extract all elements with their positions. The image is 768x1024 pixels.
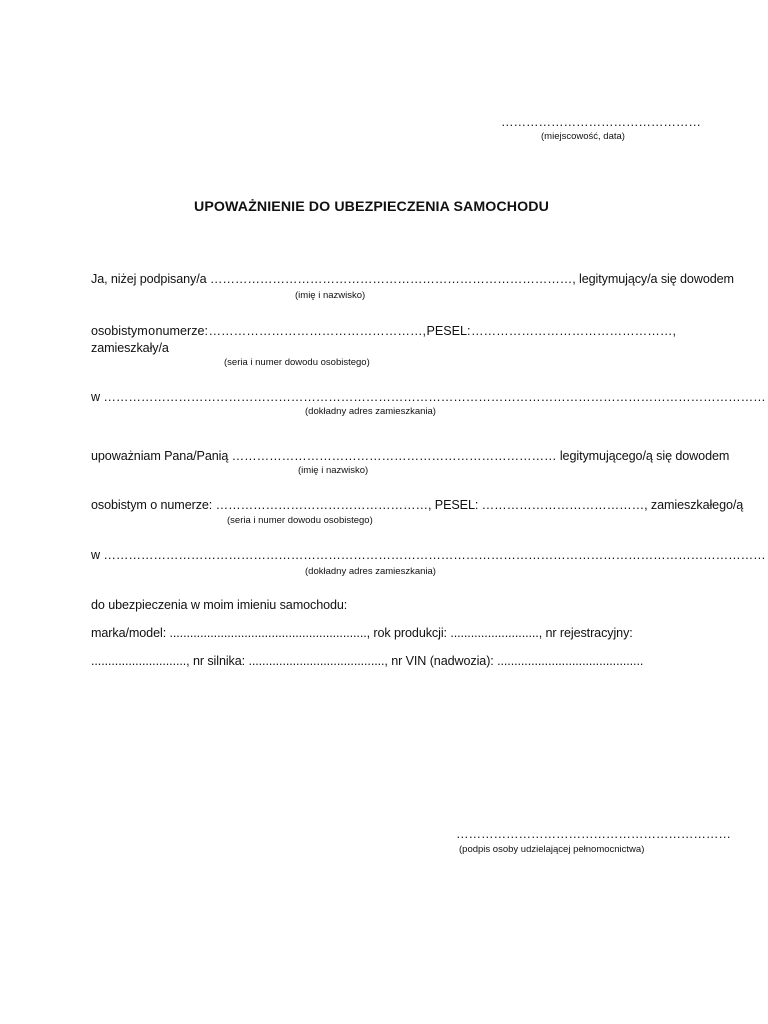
grantor-pesel-label: PESEL:: [426, 324, 471, 338]
vehicle-line-1: marka/model: .........................................................., rok produkcji: .........................., nr rejestracyjny:: [91, 626, 633, 640]
grantee-name-line: upoważniam Pana/Panią …………………………………………………………………… legitymującego/ą się dowodem: [91, 449, 730, 463]
grantor-address-hint: (dokładny adres zamieszkania): [305, 406, 436, 417]
document-title: UPOWAŻNIENIE DO UBEZPIECZENIA SAMOCHODU: [194, 199, 549, 215]
vehicle-line-2: ............................, nr silnika: ........................................, nr VIN (nadwozia): ...........................................: [91, 654, 644, 668]
grantor-id-line: [91, 324, 676, 338]
grantor-id-word: osobistym: [91, 324, 148, 338]
grantor-address-line: w ……………………………………………………………………………………………………………………………………………: [91, 390, 766, 404]
grantor-name-hint: (imię i nazwisko): [295, 290, 366, 301]
place-date-hint: (miejscowość, data): [541, 131, 625, 142]
grantor-id-hint: (seria i numer dowodu osobistego): [224, 357, 370, 368]
grantee-address-line: w ……………………………………………………………………………………………………………………………………………: [91, 548, 766, 562]
grantee-name-hint: (imię i nazwisko): [298, 465, 369, 476]
signature-hint: (podpis osoby udzielającej pełnomocnictwa): [459, 844, 645, 855]
place-date-line: …………………………………………: [501, 115, 701, 129]
grantee-id-hint: (seria i numer dowodu osobistego): [227, 515, 373, 526]
grantor-name-line: Ja, niżej podpisany/a ……………………………………………………………………………, legitymujący/a się dowodem: [91, 272, 734, 286]
grantor-id-field: ……………………………………………,: [208, 324, 427, 338]
grantor-id-word: o: [148, 324, 156, 338]
grantee-id-line: osobistym o numerze: ……………………………………………, PESEL: …………………………………, zamieszkałego/ą: [91, 498, 744, 512]
vehicle-intro: do ubezpieczenia w moim imieniu samochodu:: [91, 598, 348, 612]
grantor-id-word: numerze:: [155, 324, 209, 338]
grantor-residence-label: zamieszkały/a: [91, 341, 169, 355]
grantor-pesel-field: …………………………………………,: [470, 324, 676, 338]
signature-line: …………………………………………………………: [456, 827, 731, 841]
grantee-address-hint: (dokładny adres zamieszkania): [305, 566, 436, 577]
